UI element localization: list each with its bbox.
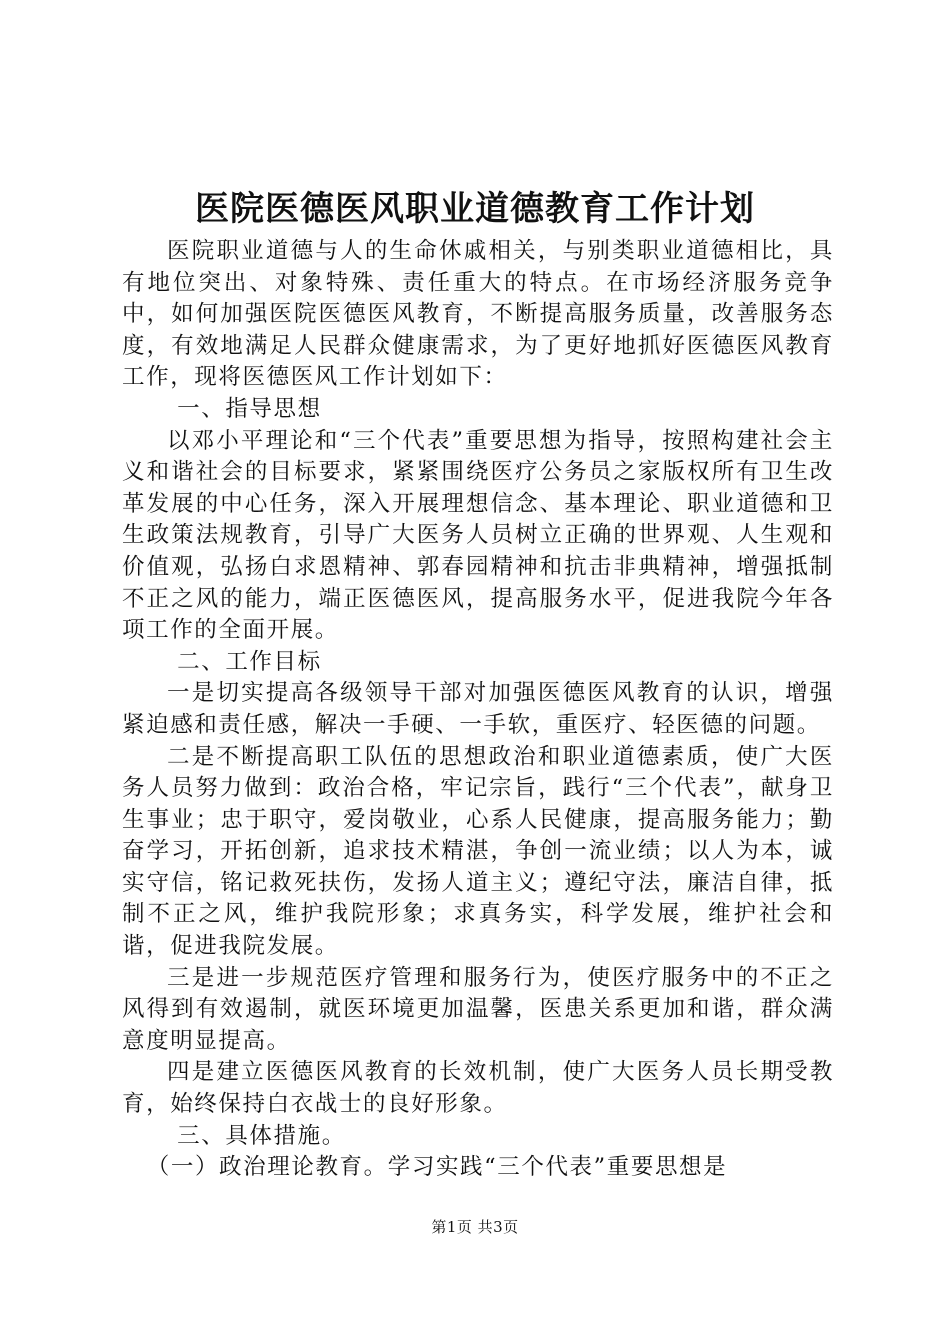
goal-paragraph-3: 三是进一步规范医疗管理和服务行为，使医疗服务中的不正之风得到有效遏制，就医环境更加温馨，医患关系更加和谐，群众满意度明显提高。	[122, 964, 834, 1054]
document-title: 医院医德医风职业道德教育工作计划	[195, 189, 755, 229]
intro-paragraph: 医院职业道德与人的生命休戚相关，与别类职业道德相比，具有地位突出、对象特殊、责任重大的特点。在市场经济服务竞争中，如何加强医院医德医风教育，不断提高服务质量，改善服务态度，有效地满足人民群众健康需求，为了更好地抓好医德医风教育工作，现将医德医风工作计划如下：	[122, 238, 834, 391]
section-heading-measures: 三、具体措施。	[177, 1122, 346, 1149]
section-heading-work-goals: 二、工作目标	[177, 648, 322, 675]
document-body	[122, 236, 834, 1184]
goal-paragraph-4: 四是建立医德医风教育的长效机制，使广大医务人员长期受教育，始终保持白衣战士的良好形象。	[122, 1059, 834, 1118]
goal-paragraph-2: 二是不断提高职工队伍的思想政治和职业道德素质，使广大医务人员努力做到：政治合格，牢记宗旨，践行“三个代表”，献身卫生事业；忠于职守，爱岗敬业，心系人民健康，提高服务能力；勤奋学习，开拓创新，追求技术精湛，争创一流业绩；以人为本，诚实守信，铭记救死扶伤，发扬人道主义；遵纪守法，廉洁自律，抵制不正之风，维护我院形象；求真务实，科学发展，维护社会和谐，促进我院发展。	[122, 743, 834, 960]
guiding-ideology-paragraph: 以邓小平理论和“三个代表”重要思想为指导，按照构建社会主义和谐社会的目标要求，紧紧围绕医疗公务员之家版权所有卫生改革发展的中心任务，深入开展理想信念、基本理论、职业道德和卫生政策法规教育，引导广大医务人员树立正确的世界观、人生观和价值观，弘扬白求恩精神、郭春园精神和抗击非典精神，增强抵制不正之风的能力，端正医德医风，提高服务水平，促进我院今年各项工作的全面开展。	[122, 427, 834, 644]
section-heading-guiding-ideology: 一、指导思想	[177, 395, 322, 422]
measure-paragraph-1: （一）政治理论教育。学习实践“三个代表”重要思想是	[146, 1154, 728, 1181]
page-number-footer: 第1页 共3页	[431, 1218, 519, 1236]
goal-paragraph-1: 一是切实提高各级领导干部对加强医德医风教育的认识，增强紧迫感和责任感，解决一手硬、一手软，重医疗、轻医德的问题。	[122, 680, 834, 738]
